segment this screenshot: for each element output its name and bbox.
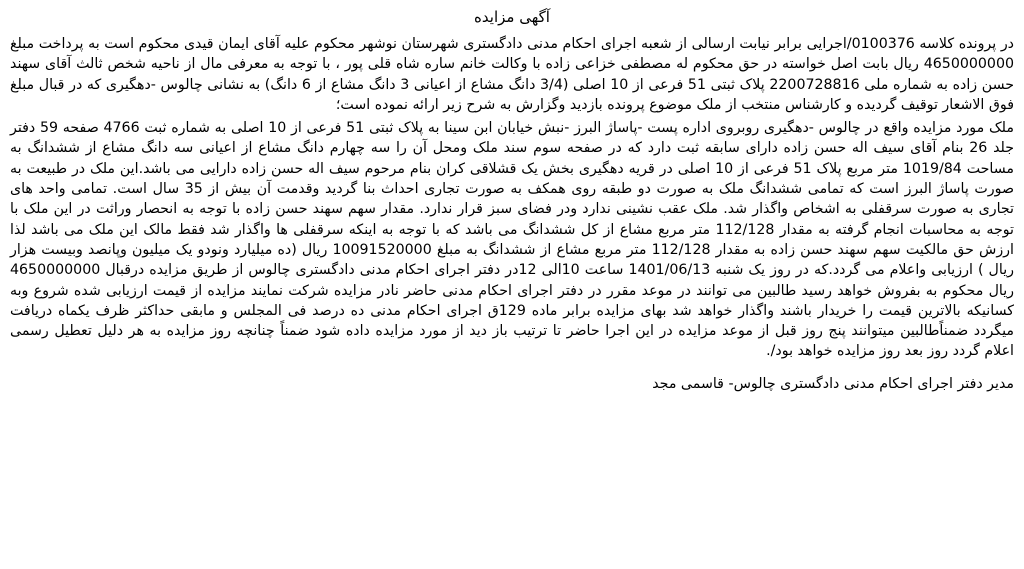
notice-signature: مدیر دفتر اجرای احکام مدنی دادگستری چالوس- قاسمی مجد [652,375,1014,392]
notice-paragraph-property: ملک مورد مزایده واقع در چالوس -دهگیری روبروی اداره پست -پاساژ البرز -نبش خیابان ابن سینا به پلاک ثبتی 51 فرعی از 10 اصلی به شماره ثبت 4766 صفحه 59 دفتر جلد 26 بنام آقای سیف اله حسن زاده دارای سابقه ثبت دارد که در صفحه سوم سند ملک ومحل آن را سه چهارم دانگ مشاع از اعیانی سه دانگ مشاع از ششدانگ به مساحت 1019/84 متر مربع پلاک 51 فرعی از 10 اصلی در قریه دهگیری بخش یک قشلاقی کران بنام مرحوم سیف اله حسن زاده دارایی می باشد.این ملک در طبیعت به صورت پاساژ البرز است که تمامی ششدانگ ملک به صورت دو طبقه روی همکف به صورت تجاری احداث بنا گردید وقدمت آن بیش از 35 سال است. تمامی واحد های تجاری به صورت سرقفلی به اشخاص واگذار شد. ملک عقب نشینی ندارد ودر فضای سبز قرار ندارد. مقدار سهم سهند حسن زاده با توجه به انحصار وراثت در این ملک با توجه به محاسبات انجام گرفته به مقدار 112/128 متر مربع مشاع از کل ششدانگ می باشد که با توجه به اینکه سرقفلی ها واگذار شد فقط مالک این ملک می باشد لذا ارزش حق مالکیت سهم سهند حسن زاده به مقدار 112/128 متر مربع مشاع از ششدانگ به مبلغ 10091520000 ریال (ده میلیارد ونودو یک میلیون وپانصد وبیست هزار ریال ) ارزیابی واعلام می گردد.که در روز یک شنبه 1401/06/13 ساعت 10الی 12در دفتر اجرای احکام مدنی دادگستری چالوس از طریق مزایده درقبال 4650000000 ریال محکوم به بفروش خواهد رسید طالبین می توانند در موعد مقرر در دفتر اجرای احکام مدنی حاضر نادر مزایده شرکت نمایند مزایده از قیمت ارزیابی شده شروع وبه کسانیکه بالاترین قیمت را خریدار باشند واگذار خواهد شد بهای مزایده برابر ماده 129ق اجرای احکام مدنی ده درصد فی المجلس و مابقی حداکثر ظرف یکماه دریافت میگردد ضمناًطالبین میتوانند پنج روز قبل از موعد مزایده در این اجرا حاضر تا ترتیب باز دید از مورد مزایده داده شود ضمناً چنانچه روز مزایده به هر دلیل تعطیل رسمی اعلام گردد روز بعد روز مزایده خواهد بود/. [10,120,1015,360]
notice-title: آگهی مزایده [474,8,550,26]
notice-paragraph-intro: در پرونده کلاسه 0100376/اجرایی برابر نیابت ارسالی از شعبه اجرای احکام مدنی دادگستری شهرستان نوشهر محکوم علیه آقای ایمان قیدی محکوم است به پرداخت مبلغ 4650000000 ریال بابت اصل خواسته در حق محکوم له مصطفی خزاعی زاده با وکالت خانم ساره شاه قلی پور ، با توجه به معرفی مال از ناحیه شخص ثالث آقای سهند حسن زاده به شماره ملی 2200728816 پلاک ثبتی 51 فرعی از 10 اصلی (3/4 دانگ مشاع از اعیانی 3 دانگ مشاع از 6 دانگ) به نشانی چالوس -دهگیری که در قبال مبلغ فوق الاشعار توقیف گردیده و کارشناس منتخب از ملک موضوع پرونده بازدید وگزارش به شرح زیر ارائه نموده است؛ [10,36,1015,113]
